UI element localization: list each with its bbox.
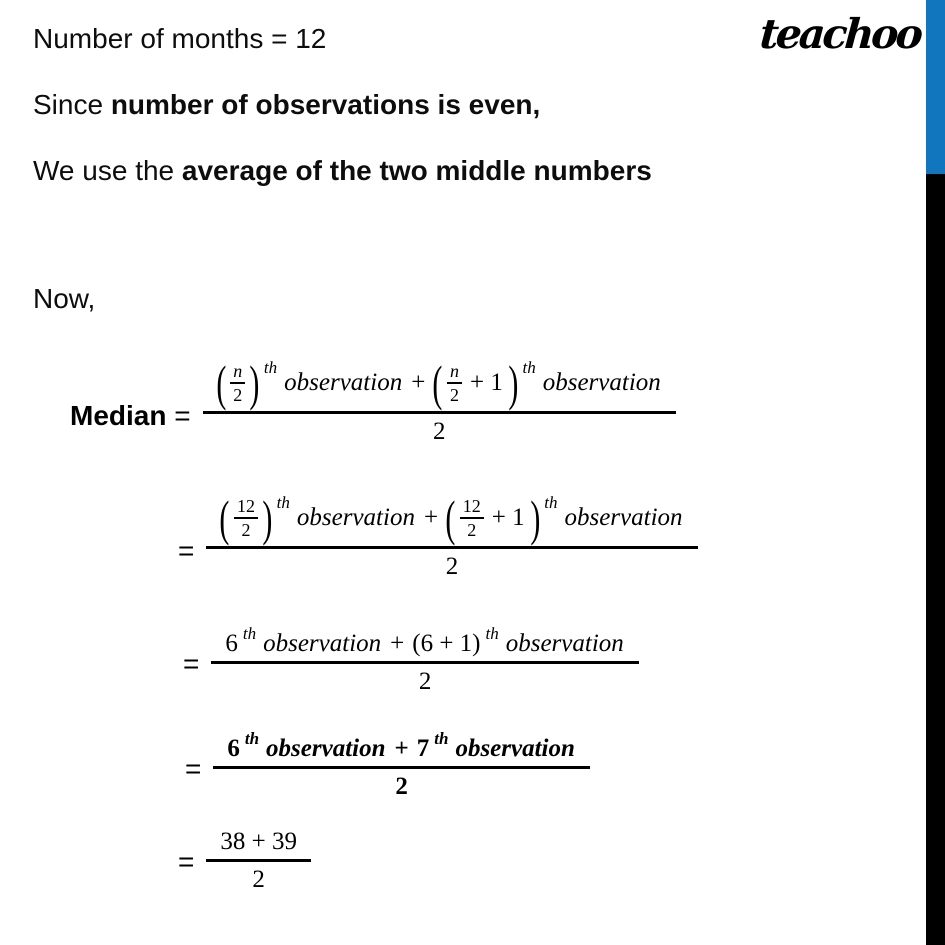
inner-fraction-12-over-2: 12 2 xyxy=(234,496,258,539)
paren-fraction-group xyxy=(442,490,543,546)
superscript-th: th xyxy=(434,729,449,748)
observation-text: observation xyxy=(455,735,575,762)
formula-row-substituted xyxy=(178,490,698,581)
line-average-middle xyxy=(33,154,652,188)
line-now xyxy=(33,282,95,316)
superscript-th: th xyxy=(242,624,257,643)
teachoo-logo: teachoo xyxy=(758,10,922,58)
fraction xyxy=(211,624,638,696)
plus-one: + 1 xyxy=(469,369,503,396)
line3-normal: We use the xyxy=(33,155,182,186)
plus-one: + 1 xyxy=(491,504,525,531)
close-paren: ) xyxy=(508,355,519,411)
observation-text: observation xyxy=(284,369,403,396)
close-paren: ) xyxy=(262,490,273,546)
plus-sign: + xyxy=(423,504,439,531)
term-6: 6 xyxy=(225,630,238,657)
open-paren: ( xyxy=(445,490,456,546)
plus-sign: + xyxy=(390,630,405,657)
equals-sign: = xyxy=(183,648,200,679)
inner-fraction-12-over-2: 12 2 xyxy=(460,496,484,539)
observation-text: observation xyxy=(542,369,661,396)
accent-bar-blue xyxy=(926,0,945,174)
term-6-plus-1: (6 + 1) xyxy=(412,630,481,657)
fraction-numerator xyxy=(206,828,311,862)
equals-sign: = xyxy=(178,535,195,566)
equation-lhs xyxy=(70,400,191,432)
formula-row-values xyxy=(178,828,311,894)
fraction-denominator: 2 xyxy=(432,418,446,445)
side-bar-black xyxy=(926,174,945,945)
observation-text: observation xyxy=(263,630,382,657)
formula-row-sixth-seventh xyxy=(185,729,590,801)
close-paren: ) xyxy=(249,355,260,411)
paren-fraction-group xyxy=(213,355,263,411)
fraction-numerator xyxy=(211,624,638,664)
line2-normal: Since xyxy=(33,89,111,120)
formula-row-median-general xyxy=(70,355,676,446)
close-paren: ) xyxy=(529,490,540,546)
paren-fraction-group xyxy=(429,355,521,411)
line1-normal: Number of months = 12 xyxy=(33,23,327,54)
equals-sign: = xyxy=(178,846,195,877)
observation-text: observation xyxy=(564,504,683,531)
fraction-numerator xyxy=(206,490,697,549)
inner-fraction-n-over-2: n 2 xyxy=(230,361,245,404)
superscript-th: th xyxy=(263,358,278,377)
median-label: Median xyxy=(70,400,167,431)
fraction-numerator xyxy=(203,355,676,414)
open-paren: ( xyxy=(219,490,230,546)
line2-bold: number of observations is even, xyxy=(110,89,541,120)
fraction xyxy=(203,355,676,446)
open-paren: ( xyxy=(432,355,443,411)
fraction-denominator: 2 xyxy=(445,553,459,580)
observation-text: observation xyxy=(505,630,624,657)
superscript-th: th xyxy=(544,493,558,512)
plus-sign: + xyxy=(394,735,409,762)
superscript-th: th xyxy=(244,729,260,748)
term-6: 6 xyxy=(227,735,240,762)
fraction-denominator: 2 xyxy=(252,866,265,893)
term-7: 7 xyxy=(416,735,430,762)
sum-38-39: 38 + 39 xyxy=(220,828,297,855)
line3-bold: average of the two middle numbers xyxy=(181,155,652,186)
fraction-numerator xyxy=(213,729,590,769)
line-number-of-months xyxy=(33,22,326,56)
superscript-th: th xyxy=(522,358,536,377)
superscript-th: th xyxy=(276,493,290,512)
formula-row-sixth xyxy=(183,624,639,696)
equals-sign: = xyxy=(185,753,202,784)
observation-text: observation xyxy=(266,735,386,762)
inner-fraction-n-over-2: n 2 xyxy=(447,361,462,404)
line4-normal: Now, xyxy=(33,283,96,314)
equals-sign: = xyxy=(174,400,191,431)
open-paren: ( xyxy=(215,355,226,411)
superscript-th: th xyxy=(485,624,499,643)
fraction xyxy=(206,828,311,894)
line-since-even xyxy=(33,88,540,122)
fraction-denominator: 2 xyxy=(395,773,408,800)
fraction-denominator: 2 xyxy=(418,668,432,695)
plus-sign: + xyxy=(411,369,426,396)
fraction xyxy=(206,490,697,581)
fraction xyxy=(213,729,590,801)
paren-fraction-group xyxy=(216,490,275,546)
observation-text: observation xyxy=(296,504,415,531)
